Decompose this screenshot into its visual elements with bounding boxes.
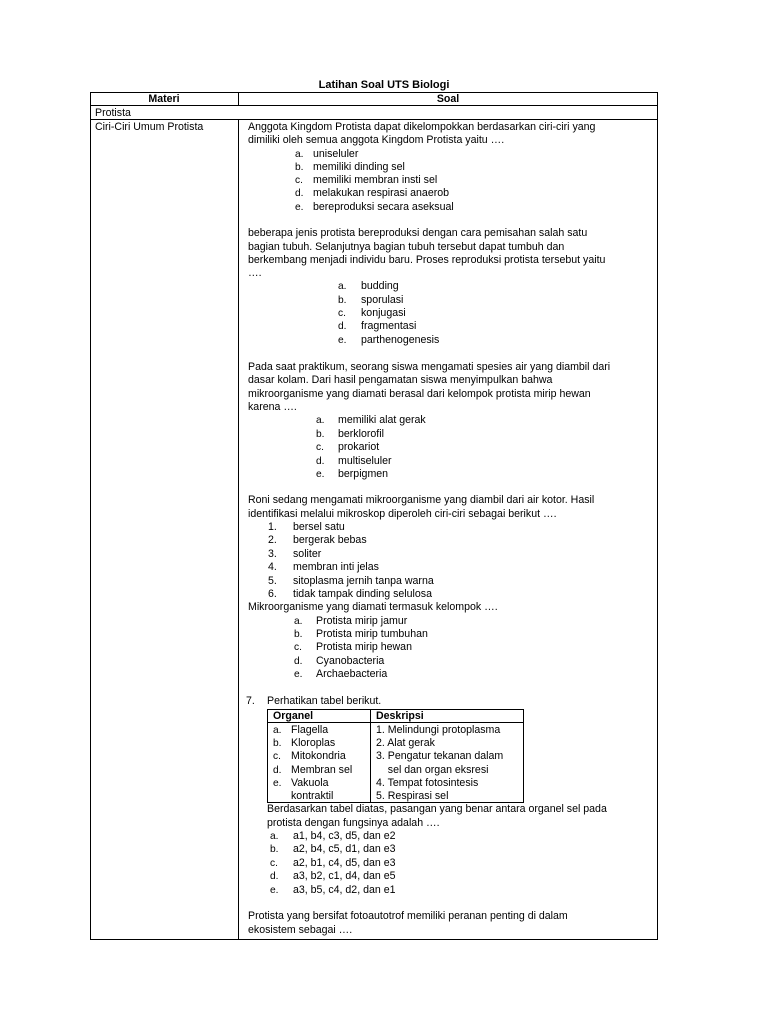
q5-opt-d: a3, b2, c1, d4, dan e5 (293, 870, 396, 882)
q4-item-4-num: 4. (268, 561, 277, 573)
q3-opt-d: multiseluler (338, 455, 392, 467)
q5-intro: Perhatikan tabel berikut. (267, 695, 382, 707)
inner-table-left (267, 709, 268, 803)
q1-line-2: dimiliki oleh semua anggota Kingdom Protista yaitu …. (248, 134, 505, 146)
q2-opt-a-letter: a. (338, 281, 347, 292)
q4-opt-d-letter: d. (294, 656, 303, 667)
organel-d: Membran sel (291, 764, 353, 776)
q3-opt-e-letter: e. (316, 469, 325, 480)
q2-opt-c: konjugasi (361, 307, 406, 319)
q1-opt-d-letter: d. (295, 188, 304, 199)
q1-opt-e: bereproduksi secara aseksual (313, 201, 454, 213)
q4-item-6: tidak tampak dinding selulosa (293, 588, 432, 600)
q2-opt-b-letter: b. (338, 295, 347, 306)
organel-e-cont: kontraktil (291, 790, 334, 802)
q2-line-1: beberapa jenis protista bereproduksi dengan cara pemisahan salah satu (248, 227, 588, 239)
organel-b-letter: b. (273, 738, 282, 749)
q2-opt-b: sporulasi (361, 294, 404, 306)
header-materi: Materi (148, 93, 180, 105)
q4-opt-a-letter: a. (294, 616, 303, 627)
q3-line-4: karena …. (248, 401, 297, 413)
q3-opt-b: berklorofil (338, 428, 384, 440)
q2-line-2: bagian tubuh. Selanjutnya bagian tubuh tersebut dapat tumbuh dan (248, 241, 565, 253)
header-soal: Soal (436, 93, 460, 105)
q5-number: 7. (246, 695, 255, 707)
q4-item-2: bergerak bebas (293, 534, 367, 546)
q4-item-3-num: 3. (268, 548, 277, 560)
q2-line-4: …. (248, 267, 262, 279)
q1-opt-b-letter: b. (295, 162, 304, 173)
q5-opt-a: a1, b4, c3, d5, dan e2 (293, 830, 396, 842)
q2-line-3: berkembang menjadi individu baru. Proses reproduksi protista tersebut yaitu (248, 254, 606, 266)
q2-opt-d-letter: d. (338, 321, 347, 332)
table-right-border (657, 92, 658, 940)
q4-opt-c-letter: c. (294, 642, 302, 653)
q5-opt-e: a3, b5, c4, d2, dan e1 (293, 884, 396, 896)
body-col-divider (238, 119, 239, 940)
q3-opt-c-letter: c. (316, 442, 324, 453)
q3-opt-c: prokariot (338, 441, 380, 453)
section-label: Protista (95, 107, 131, 119)
q4-item-1-num: 1. (268, 521, 277, 533)
q4-item-2-num: 2. (268, 534, 277, 546)
q4-item-1: bersel satu (293, 521, 345, 533)
q4-opt-d: Cyanobacteria (316, 655, 385, 667)
document-title: Latihan Soal UTS Biologi (318, 79, 450, 91)
q4-item-5-num: 5. (268, 575, 277, 587)
q3-opt-b-letter: b. (316, 429, 325, 440)
q5-opt-e-letter: e. (270, 885, 279, 896)
q5-opt-d-letter: d. (270, 871, 279, 882)
topic-label: Ciri-Ciri Umum Protista (95, 121, 204, 133)
deskripsi-3: 3. Pengatur tekanan dalam (376, 750, 504, 762)
q4-item-4: membran inti jelas (293, 561, 379, 573)
q2-opt-d: fragmentasi (361, 320, 417, 332)
q5-opt-a-letter: a. (270, 831, 279, 842)
deskripsi-1: 1. Melindungi protoplasma (376, 724, 501, 736)
q4-line-2: identifikasi melalui mikroskop diperoleh ciri-ciri sebagai berikut …. (248, 508, 557, 520)
q4-opt-b-letter: b. (294, 629, 303, 640)
q4-item-3: soliter (293, 548, 322, 560)
q1-opt-a-letter: a. (295, 149, 304, 160)
q4-ask: Mikroorganisme yang diamati termasuk kelompok …. (248, 601, 498, 613)
inner-table-right (523, 709, 524, 803)
q2-opt-c-letter: c. (338, 308, 346, 319)
q4-item-5: sitoplasma jernih tanpa warna (293, 575, 434, 587)
q4-item-6-num: 6. (268, 588, 277, 600)
q3-line-1: Pada saat praktikum, seorang siswa mengamati spesies air yang diambil dari (248, 361, 611, 373)
inner-header-organel: Organel (273, 710, 314, 722)
q4-opt-c: Protista mirip hewan (316, 641, 412, 653)
deskripsi-4: 4. Tempat fotosintesis (376, 777, 479, 789)
q5-opt-c-letter: c. (270, 858, 278, 869)
organel-e-letter: e. (273, 778, 282, 789)
q3-opt-e: berpigmen (338, 468, 389, 480)
q5-opt-c: a2, b1, c4, d5, dan e3 (293, 857, 396, 869)
table-bottom-border (90, 939, 658, 940)
q2-opt-e: parthenogenesis (361, 334, 440, 346)
organel-a: Flagella (291, 724, 329, 736)
q1-opt-c-letter: c. (295, 175, 303, 186)
inner-table-middle (370, 709, 371, 803)
deskripsi-3-cont: sel dan organ eksresi (376, 764, 489, 776)
q4-opt-e: Archaebacteria (316, 668, 388, 680)
q1-line-1: Anggota Kingdom Protista dapat dikelompokkan berdasarkan ciri-ciri yang (248, 121, 596, 133)
deskripsi-2: 2. Alat gerak (376, 737, 435, 749)
organel-c: Mitokondria (291, 750, 346, 762)
q3-opt-d-letter: d. (316, 456, 325, 467)
q2-opt-e-letter: e. (338, 335, 347, 346)
q2-opt-a: budding (361, 280, 399, 292)
organel-d-letter: d. (273, 765, 282, 776)
table-left-border (90, 92, 91, 940)
q1-opt-c: memiliki membran insti sel (313, 174, 438, 186)
q4-opt-a: Protista mirip jamur (316, 615, 408, 627)
inner-header-deskripsi: Deskripsi (376, 710, 424, 722)
q5-opt-b: a2, b4, c5, d1, dan e3 (293, 843, 396, 855)
q1-opt-a: uniseluler (313, 148, 359, 160)
q4-opt-e-letter: e. (294, 669, 303, 680)
organel-e: Vakuola (291, 777, 329, 789)
organel-c-letter: c. (273, 751, 281, 762)
deskripsi-5: 5. Respirasi sel (376, 790, 449, 802)
q3-opt-a: memiliki alat gerak (338, 414, 426, 426)
section-bottom-border (90, 119, 658, 120)
q1-opt-d: melakukan respirasi anaerob (313, 187, 450, 199)
q6-line-1: Protista yang bersifat fotoautotrof memiliki peranan penting di dalam (248, 910, 568, 922)
q3-line-3: mikroorganisme yang diamati berasal dari kelompok protista mirip hewan (248, 388, 591, 400)
organel-a-letter: a. (273, 725, 282, 736)
q4-opt-b: Protista mirip tumbuhan (316, 628, 428, 640)
q6-line-2: ekosistem sebagai …. (248, 924, 353, 936)
q5-opt-b-letter: b. (270, 844, 279, 855)
organel-b: Kloroplas (291, 737, 336, 749)
q1-opt-b: memiliki dinding sel (313, 161, 405, 173)
q5-line-2: protista dengan fungsinya adalah …. (267, 817, 440, 829)
q3-opt-a-letter: a. (316, 415, 325, 426)
q3-line-2: dasar kolam. Dari hasil pengamatan siswa menyimpulkan bahwa (248, 374, 553, 386)
q4-line-1: Roni sedang mengamati mikroorganisme yang diambil dari air kotor. Hasil (248, 494, 595, 506)
q1-opt-e-letter: e. (295, 202, 304, 213)
q5-line-1: Berdasarkan tabel diatas, pasangan yang benar antara organel sel pada (267, 803, 607, 815)
